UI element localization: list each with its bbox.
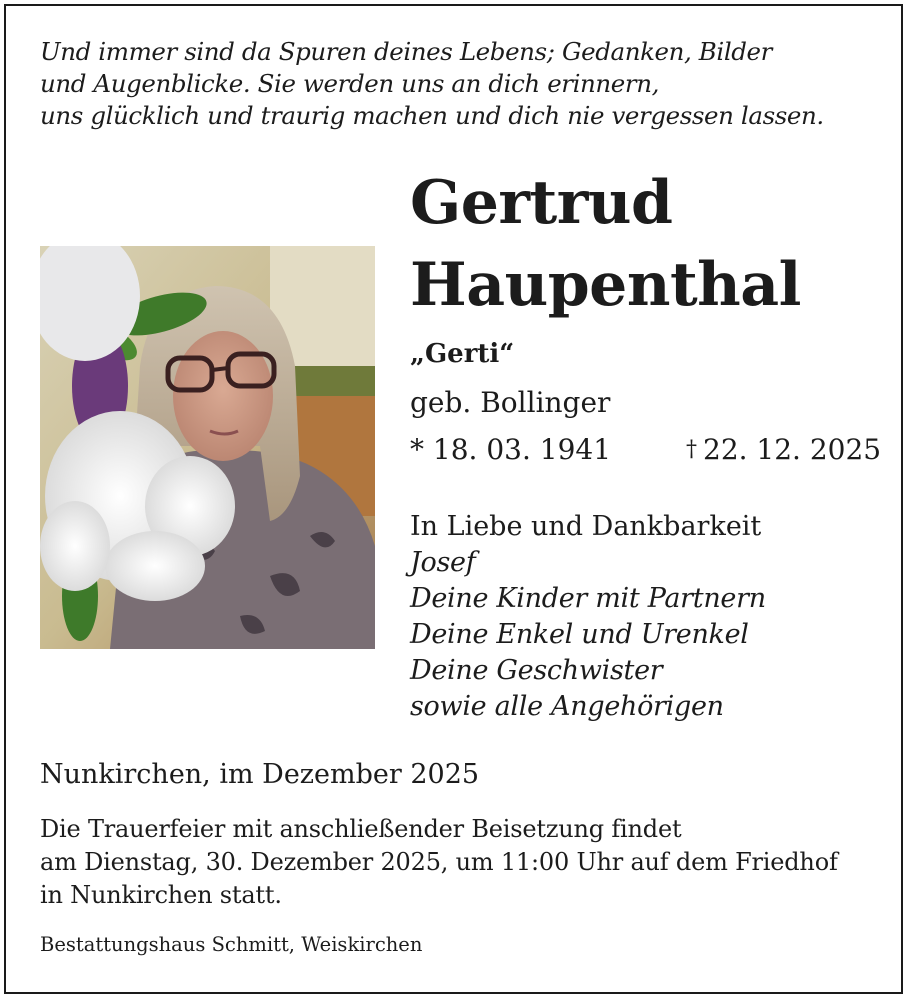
- death-date-line: [686, 432, 881, 468]
- deceased-last-name: Haupenthal: [410, 250, 801, 320]
- cross-icon: †: [686, 437, 697, 462]
- mourner-item: sowie alle Angehörigen: [410, 691, 724, 722]
- mourner-item: Deine Geschwister: [410, 655, 663, 686]
- place-and-date: Nunkirchen, im Dezember 2025: [40, 759, 480, 790]
- mourner-item: Josef: [410, 547, 476, 578]
- mourner-item: Deine Kinder mit Partnern: [410, 583, 766, 614]
- dedication-line: In Liebe und Dankbarkeit: [410, 511, 762, 542]
- service-line: am Dienstag, 30. Dezember 2025, um 11:00 Uhr auf dem Friedhof: [40, 848, 838, 876]
- mourners-list: [410, 545, 766, 725]
- deceased-nickname: „Gerti“: [410, 339, 515, 369]
- quote-line: Und immer sind da Spuren deines Lebens; Gedanken, Bilder: [40, 37, 772, 66]
- quote-line: uns glücklich und traurig machen und dich nie vergessen lassen.: [40, 101, 824, 130]
- service-line: Die Trauerfeier mit anschließender Beisetzung findet: [40, 815, 682, 843]
- death-date: 22. 12. 2025: [703, 433, 882, 466]
- memorial-quote: [40, 36, 824, 132]
- portrait-photo: [40, 246, 375, 649]
- quote-line: und Augenblicke. Sie werden uns an dich erinnern,: [40, 69, 659, 98]
- service-line: in Nunkirchen statt.: [40, 881, 282, 909]
- deceased-first-name: Gertrud: [410, 168, 673, 238]
- birth-date: * 18. 03. 1941: [410, 433, 612, 466]
- mourner-item: Deine Enkel und Urenkel: [410, 619, 749, 650]
- funeral-service-info: [40, 813, 838, 912]
- maiden-name: geb. Bollinger: [410, 386, 611, 419]
- funeral-home: Bestattungshaus Schmitt, Weiskirchen: [40, 933, 423, 956]
